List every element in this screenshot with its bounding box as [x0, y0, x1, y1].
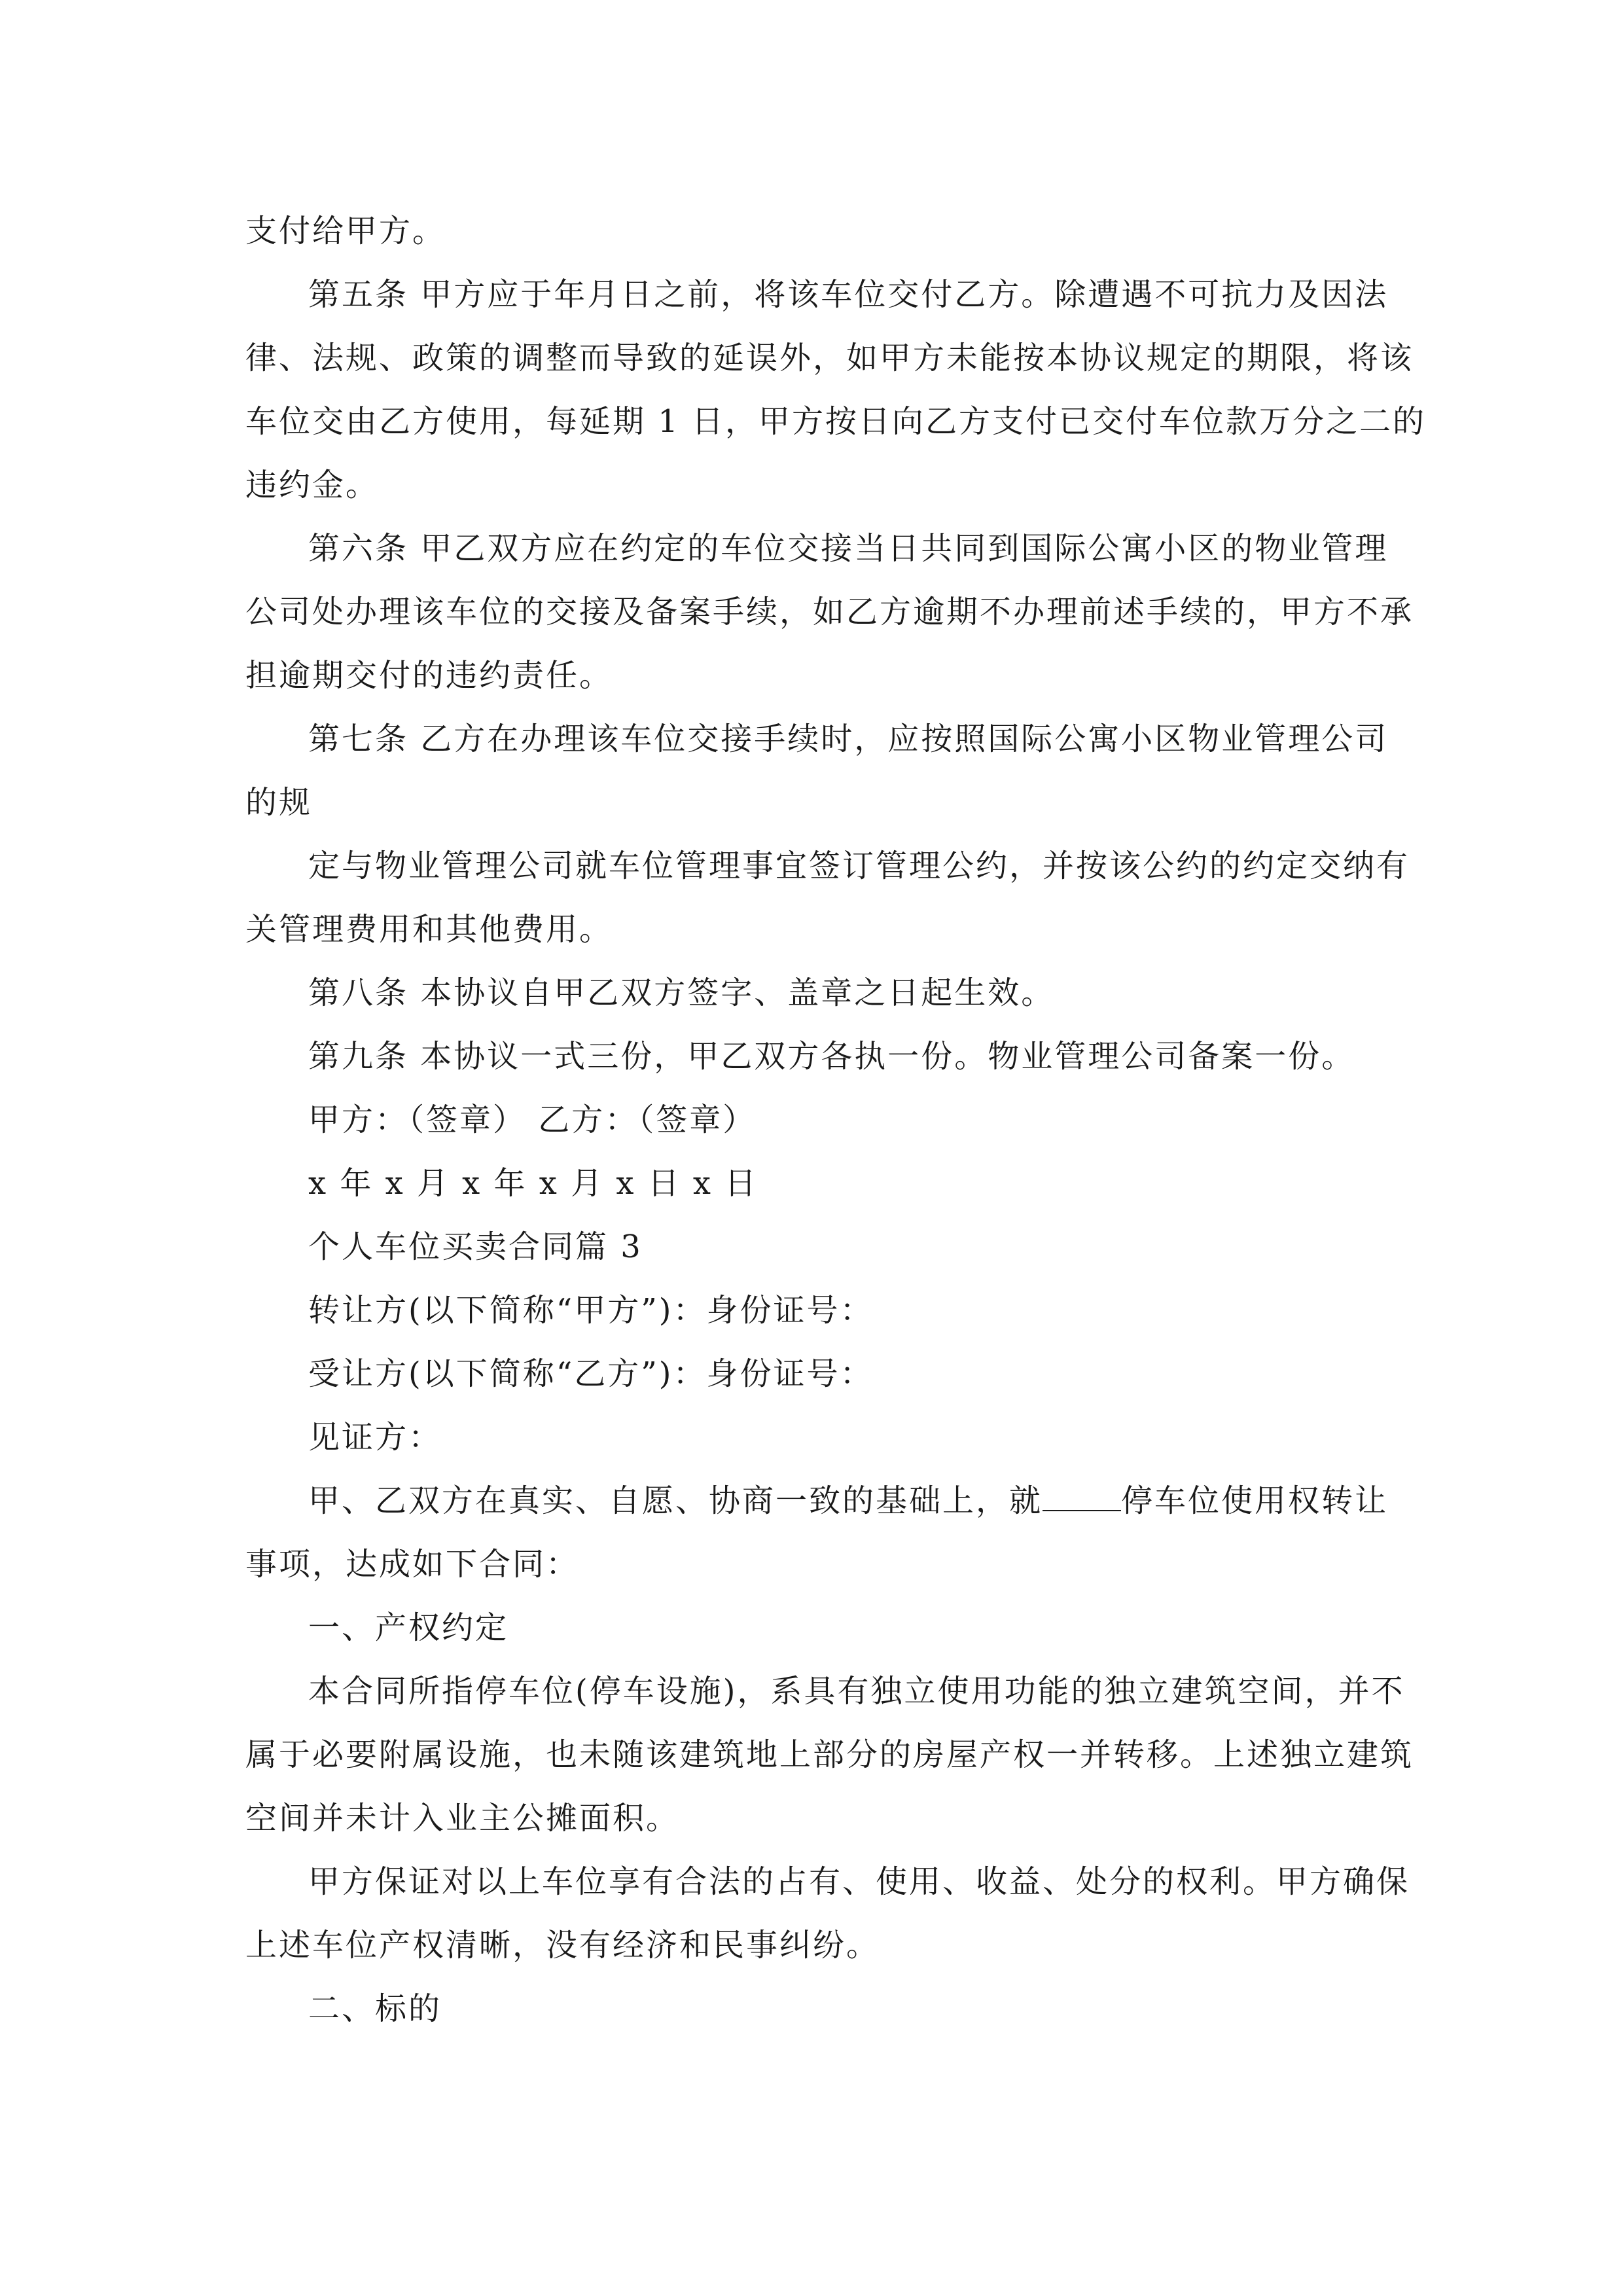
text-segment: 甲、乙双方在真实、自愿、协商一致的基础上，就	[308, 1482, 1043, 1519]
text-line: 第六条 甲乙双方应在约定的车位交接当日共同到国际公寓小区的物业管理	[308, 530, 1389, 567]
section-heading-1	[245, 1596, 1381, 1660]
text-line: 律、法规、政策的调整而导致的延误外，如甲方未能按本协议规定的期限，将该	[245, 340, 1414, 376]
paragraph-property-1	[245, 1660, 1414, 1850]
paragraph-article-8	[245, 961, 1381, 1025]
text-line: 甲方：（签章） 乙方：（签章）	[308, 1102, 757, 1138]
text-line: 见证方：	[308, 1419, 442, 1456]
text-line: 支付给甲方。	[245, 213, 446, 249]
paragraph-payment-end	[245, 200, 1381, 263]
text-line: 个人车位买卖合同篇 3	[308, 1229, 643, 1265]
text-line: 上述车位产权清晰，没有经济和民事纠纷。	[245, 1927, 880, 1964]
text-line: x 年 x 月 x 年 x 月 x 日 x 日	[308, 1165, 758, 1202]
contract-3-title	[245, 1215, 1381, 1279]
text-line: 本合同所指停车位(停车设施)，系具有独立使用功能的独立建筑空间，并不	[308, 1673, 1405, 1710]
text-line: 受让方(以下简称“乙方”)：身份证号：	[308, 1355, 874, 1392]
text-line: 关管理费用和其他费用。	[245, 911, 613, 948]
section-heading-2	[245, 1977, 1381, 2041]
text-line: 一、产权约定	[308, 1609, 509, 1646]
text-line: 的规	[245, 784, 313, 821]
paragraph-article-7-continued	[245, 834, 1410, 961]
transferee-line	[245, 1342, 1381, 1406]
text-line: 甲方保证对以上车位享有合法的占有、使用、收益、处分的权利。甲方确保	[308, 1863, 1410, 1900]
text-line: 违约金。	[245, 467, 380, 503]
transferor-line	[245, 1279, 1381, 1342]
document-body	[245, 200, 1427, 2041]
paragraph-article-9	[245, 1025, 1381, 1088]
paragraph-article-5	[245, 263, 1427, 517]
text-line: 第五条 甲方应于年月日之前，将该车位交付乙方。除遭遇不可抗力及因法	[308, 276, 1389, 313]
text-line: 事项，达成如下合同：	[245, 1546, 580, 1583]
blank-underline	[1043, 1484, 1121, 1511]
paragraph-article-6	[245, 517, 1414, 708]
text-line: 公司处办理该车位的交接及备案手续，如乙方逾期不办理前述手续的，甲方不承	[245, 594, 1414, 630]
paragraph-article-7	[245, 708, 1389, 834]
text-line: 定与物业管理公司就车位管理事宜签订管理公约，并按该公约的约定交纳有	[308, 848, 1410, 884]
text-line: 第七条 乙方在办理该车位交接手续时，应按照国际公寓小区物业管理公司	[308, 721, 1389, 757]
text-line: 属于必要附属设施，也未随该建筑地上部分的房屋产权一并转移。上述独立建筑	[245, 1736, 1414, 1773]
text-line: 第九条 本协议一式三份，甲乙双方各执一份。物业管理公司备案一份。	[308, 1038, 1355, 1075]
text-line: 转让方(以下简称“甲方”)：身份证号：	[308, 1292, 874, 1329]
date-line	[245, 1152, 1381, 1215]
signature-line	[245, 1088, 1381, 1152]
paragraph-intro	[245, 1469, 1389, 1596]
text-line: 空间并未计入业主公摊面积。	[245, 1800, 680, 1837]
paragraph-property-2	[245, 1850, 1410, 1977]
witness-line	[245, 1406, 1381, 1469]
text-line: 第八条 本协议自甲乙双方签字、盖章之日起生效。	[308, 975, 1055, 1011]
text-line: 二、标的	[308, 1990, 442, 2027]
text-segment: 停车位使用权转让	[1121, 1482, 1389, 1519]
text-line	[245, 1469, 1389, 1533]
text-line: 担逾期交付的违约责任。	[245, 657, 613, 694]
text-line: 车位交由乙方使用，每延期 1 日，甲方按日向乙方支付已交付车位款万分之二的	[245, 403, 1427, 440]
